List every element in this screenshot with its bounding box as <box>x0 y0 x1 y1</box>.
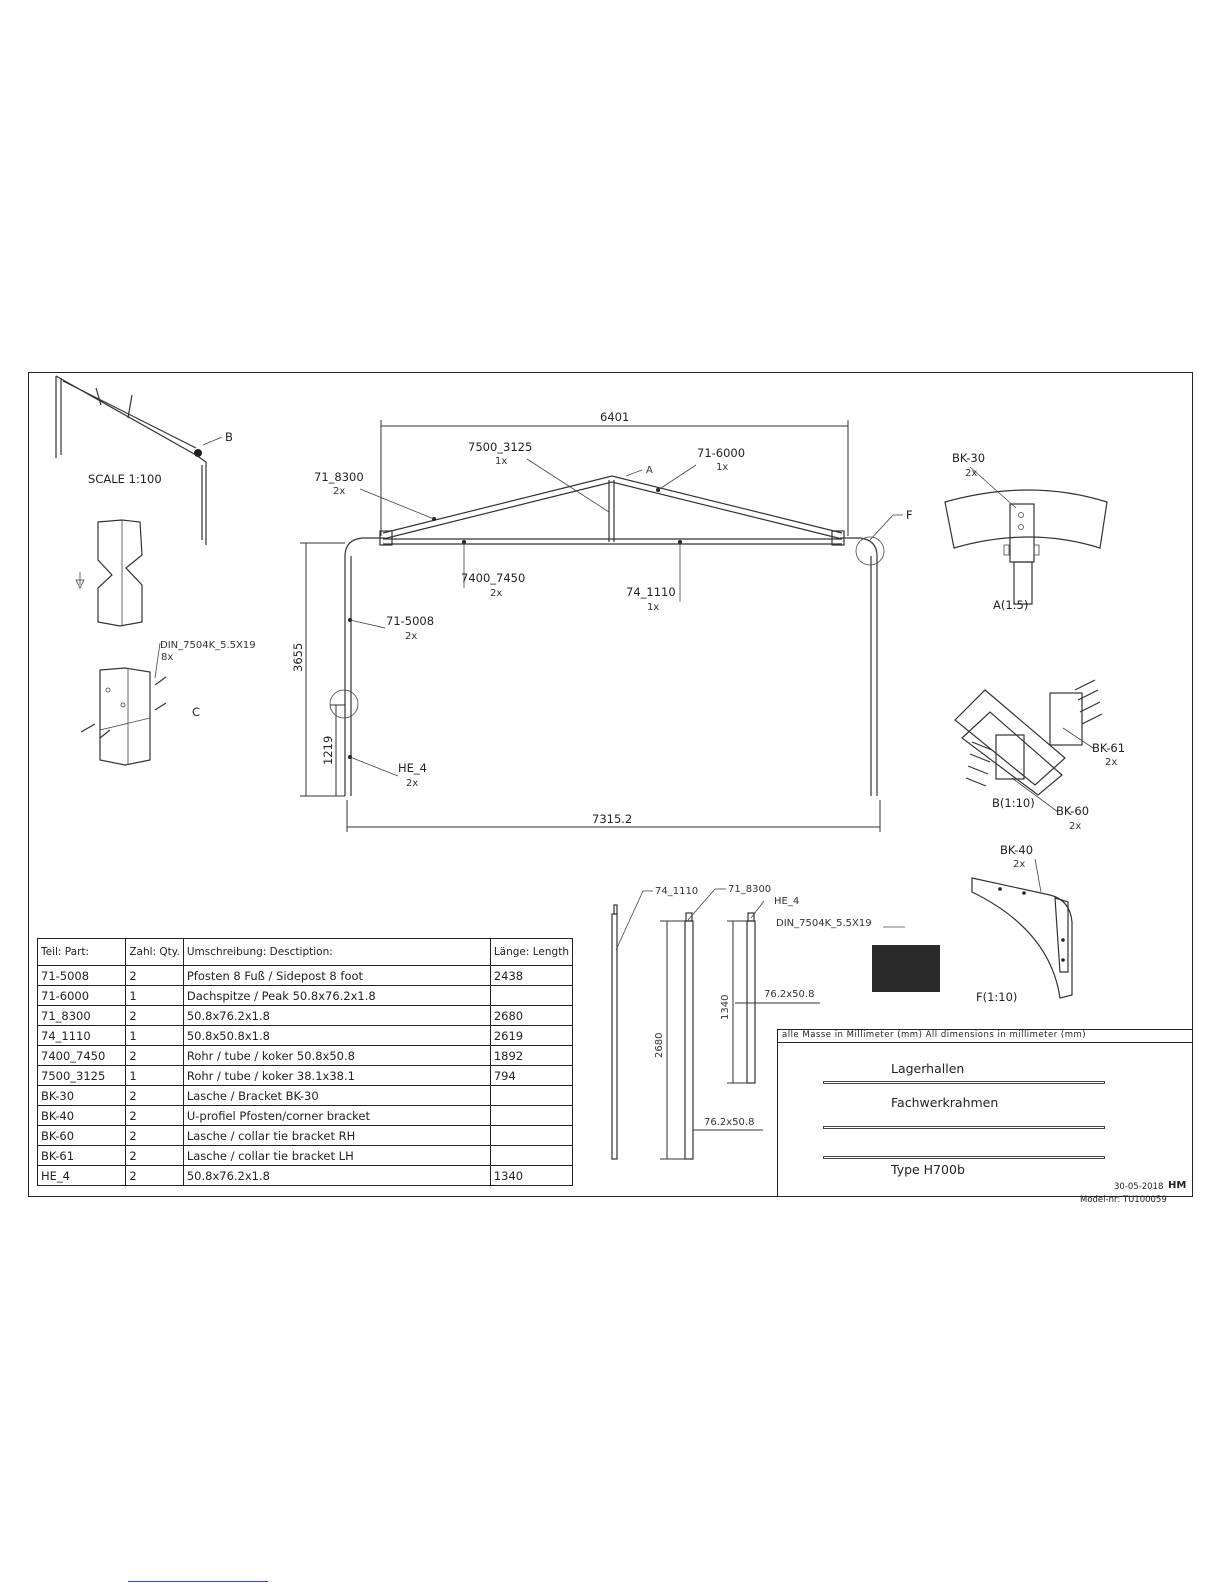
sleeve-detail-1 <box>76 520 142 626</box>
cell-part: 7400_7450 <box>38 1046 126 1066</box>
table-row <box>38 1066 573 1086</box>
label-bk40-qty: 2x <box>1013 859 1026 870</box>
cell-qty: 1 <box>126 1066 184 1086</box>
title-block <box>777 1029 1193 1197</box>
dimensions-note: alle Masse in Millimeter (mm) All dimensions in millimeter (mm) <box>782 1030 1087 1040</box>
label-bk30-qty: 2x <box>965 468 978 479</box>
callout-7500-3125-qty: 1x <box>495 456 508 467</box>
cell-description: Lasche / collar tie bracket LH <box>183 1146 490 1166</box>
cell-part: BK-30 <box>38 1086 126 1106</box>
cell-qty: 2 <box>126 1006 184 1026</box>
parts-table-header <box>38 939 573 966</box>
marker-f: F <box>906 508 913 522</box>
cell-part: BK-61 <box>38 1146 126 1166</box>
cell-qty: 2 <box>126 1166 184 1186</box>
callout-71-5008-qty: 2x <box>405 631 418 642</box>
perspective-view <box>56 376 222 545</box>
callout-7400-7450-qty: 2x <box>490 588 503 599</box>
label-detail-b: B(1:10) <box>992 796 1035 810</box>
cell-length: 2438 <box>490 966 572 986</box>
marker-b: B <box>225 430 233 444</box>
table-row <box>38 1126 573 1146</box>
table-row <box>38 1006 573 1026</box>
cell-part: 71-6000 <box>38 986 126 1006</box>
callout-74-1110: 74_1110 <box>626 585 676 599</box>
cell-description: Pfosten 8 Fuß / Sidepost 8 foot <box>183 966 490 986</box>
din-qty: 8x <box>161 652 174 663</box>
tube-dim-section-b: 76.2x50.8 <box>704 1117 755 1128</box>
cell-part: 7500_3125 <box>38 1066 126 1086</box>
callout-74-1110-qty: 1x <box>647 602 660 613</box>
label-bk60: BK-60 <box>1056 804 1090 818</box>
cell-qty: 2 <box>126 1046 184 1066</box>
callout-71-6000: 71-6000 <box>697 446 746 460</box>
title-bar-2 <box>823 1126 1105 1129</box>
cell-length <box>490 986 572 1006</box>
tube-dim-section-a: 76.2x50.8 <box>764 989 815 1000</box>
cell-length <box>490 1106 572 1126</box>
cell-part: BK-60 <box>38 1126 126 1146</box>
model-number: Model-nr: TU100059 <box>1080 1195 1167 1205</box>
cell-qty: 1 <box>126 986 184 1006</box>
dim-height-total: 3655 <box>291 642 305 672</box>
dim-height-lower: 1219 <box>321 735 335 765</box>
cell-qty: 2 <box>126 1146 184 1166</box>
table-row <box>38 1146 573 1166</box>
table-row <box>38 1106 573 1126</box>
tube-label-din: DIN_7504K_5.5X19 <box>776 918 872 929</box>
cell-description: 50.8x76.2x1.8 <box>183 1166 490 1186</box>
callout-he4: HE_4 <box>398 761 427 775</box>
cell-length <box>490 1086 572 1106</box>
cell-description: 50.8x76.2x1.8 <box>183 1006 490 1026</box>
cell-part: HE_4 <box>38 1166 126 1186</box>
callout-7500-3125: 7500_3125 <box>468 440 533 454</box>
table-row <box>38 1166 573 1186</box>
callout-marker-a: A <box>646 465 653 476</box>
cell-qty: 2 <box>126 966 184 986</box>
cell-length: 794 <box>490 1066 572 1086</box>
tube-label-74-1110: 74_1110 <box>655 886 699 897</box>
scale-label: SCALE 1:100 <box>88 472 162 486</box>
dim-width-bottom: 7315.2 <box>592 812 633 826</box>
title-bar-1 <box>823 1081 1105 1084</box>
callout-71-5008: 71-5008 <box>386 614 435 628</box>
cell-qty: 2 <box>126 1106 184 1126</box>
callout-71-6000-qty: 1x <box>716 462 729 473</box>
parts-table <box>37 938 573 1186</box>
header-part: Teil: Part: <box>38 939 126 966</box>
cell-length <box>490 1146 572 1166</box>
cell-description: Rohr / tube / koker 38.1x38.1 <box>183 1066 490 1086</box>
tube-label-71-8300: 71_8300 <box>728 884 772 895</box>
label-detail-f: F(1:10) <box>976 990 1018 1004</box>
cell-description: U-profiel Pfosten/corner bracket <box>183 1106 490 1126</box>
callout-7400-7450: 7400_7450 <box>461 571 526 585</box>
detail-b-brackets <box>955 680 1102 812</box>
table-row <box>38 1046 573 1066</box>
cell-part: BK-40 <box>38 1106 126 1126</box>
table-row <box>38 1086 573 1106</box>
header-description: Umschreibung: Desctiption: <box>183 939 490 966</box>
title-line-1: Lagerhallen <box>891 1061 965 1076</box>
detail-f-bk40 <box>972 859 1072 998</box>
title-block-divider <box>778 1042 1193 1043</box>
header-qty: Zahl: Qty. <box>126 939 184 966</box>
label-bk60-qty: 2x <box>1069 821 1082 832</box>
callout-he4-qty: 2x <box>406 778 419 789</box>
table-row <box>38 986 573 1006</box>
table-row <box>38 966 573 986</box>
cell-part: 74_1110 <box>38 1026 126 1046</box>
title-line-3: Type H700b <box>891 1162 965 1177</box>
drawing-initials: HM <box>1168 1180 1187 1191</box>
footer-link-underline[interactable] <box>128 1581 268 1582</box>
cell-length: 2619 <box>490 1026 572 1046</box>
callout-71-8300: 71_8300 <box>314 470 364 484</box>
cell-qty: 2 <box>126 1126 184 1146</box>
detail-a-bk30 <box>945 467 1107 604</box>
din-label: DIN_7504K_5.5X19 <box>160 640 256 651</box>
screw-pack-block <box>872 945 940 992</box>
label-bk61-qty: 2x <box>1105 757 1118 768</box>
header-length: Länge: Length <box>490 939 572 966</box>
cell-description: Rohr / tube / koker 50.8x50.8 <box>183 1046 490 1066</box>
tube-dim-2680: 2680 <box>654 1032 665 1058</box>
cell-description: Lasche / Bracket BK-30 <box>183 1086 490 1106</box>
cell-part: 71_8300 <box>38 1006 126 1026</box>
drawing-date: 30-05-2018 <box>1114 1182 1164 1192</box>
cell-length: 2680 <box>490 1006 572 1026</box>
marker-c: C <box>192 705 201 719</box>
cell-length: 1340 <box>490 1166 572 1186</box>
tube-label-he4: HE_4 <box>774 896 800 907</box>
dim-width-top: 6401 <box>600 410 630 424</box>
title-bar-3 <box>823 1156 1105 1159</box>
cell-qty: 1 <box>126 1026 184 1046</box>
cell-part: 71-5008 <box>38 966 126 986</box>
tube-dim-1340: 1340 <box>720 994 731 1020</box>
table-row <box>38 1026 573 1046</box>
sleeve-detail-2 <box>81 643 166 765</box>
cell-length: 1892 <box>490 1046 572 1066</box>
cell-description: Lasche / collar tie bracket RH <box>183 1126 490 1146</box>
callout-71-8300-qty: 2x <box>333 486 346 497</box>
label-bk61: BK-61 <box>1092 741 1126 755</box>
label-detail-a: A(1:5) <box>993 598 1029 612</box>
cell-length <box>490 1126 572 1146</box>
cell-qty: 2 <box>126 1086 184 1106</box>
title-line-2: Fachwerkrahmen <box>891 1095 999 1110</box>
cell-description: Dachspitze / Peak 50.8x76.2x1.8 <box>183 986 490 1006</box>
cell-description: 50.8x50.8x1.8 <box>183 1026 490 1046</box>
label-bk40: BK-40 <box>1000 843 1034 857</box>
label-bk30: BK-30 <box>952 451 986 465</box>
